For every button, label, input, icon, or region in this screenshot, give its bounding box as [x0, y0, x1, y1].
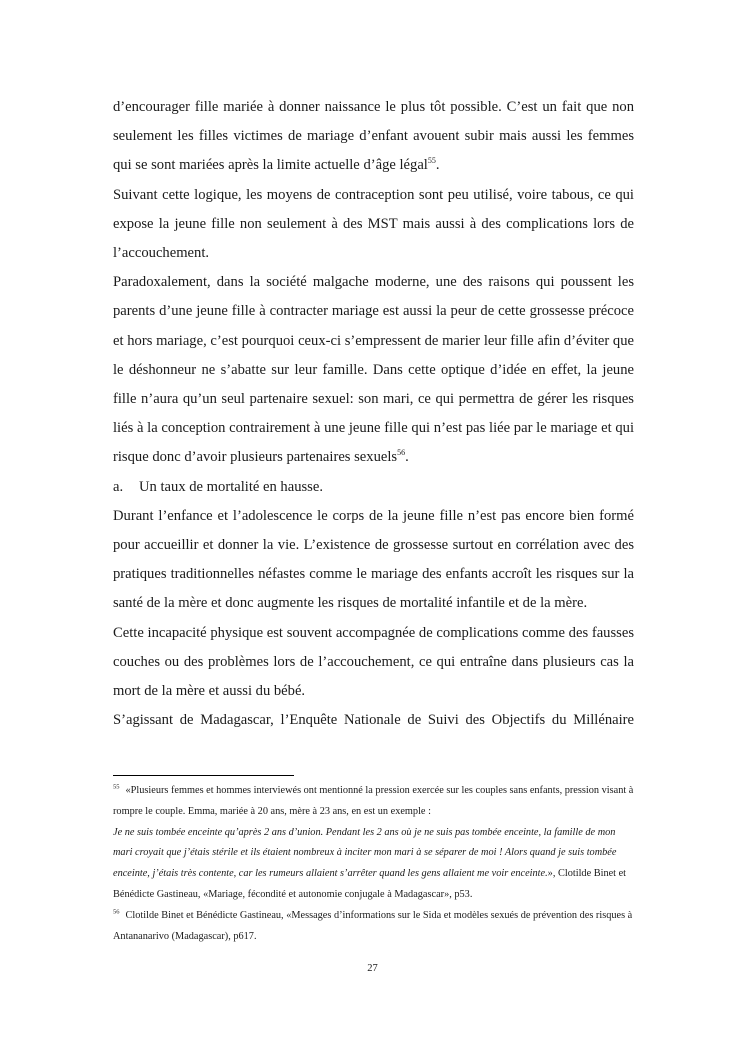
footnote-ref-56[interactable]: 56	[397, 448, 406, 458]
list-marker: a.	[113, 478, 124, 495]
body-text	[113, 93, 634, 735]
footnote-separator	[113, 775, 294, 776]
footnote-56: $^{56}$ Clotilde Binet et Bénédicte Gastineau, «Messages d’informations sur le Sida et modèles sexués de prévention des risques à Antananarivo (Madagascar), p617.	[113, 908, 633, 942]
footnote-ref-55[interactable]: 55	[427, 156, 436, 166]
paragraph-2: Suivant cette logique, les moyens de contraception sont peu utilisé, voire tabous, ce qui expose la jeune fille non seulement à des MST mais aussi à des complications lors de l’accouchement.	[113, 186, 634, 262]
paragraph-4: Durant l’enfance et l’adolescence le corps de la jeune fille n’est pas encore bien formé pour accueillir et donner la vie. L’existence de grossesse surtout en corrélation avec des pratiques traditionnelles néfastes comme le mariage des enfants accroît les risques sur la santé de la mère et donc augmente les risques de mortalité infantile et de la mère.	[113, 507, 634, 612]
footnote-number: 55	[113, 783, 120, 791]
footnote-number: 56	[113, 908, 120, 916]
footnotes	[113, 781, 634, 947]
list-item-a	[113, 473, 634, 502]
paragraph-3: Paradoxalement, dans la société malgache moderne, une des raisons qui poussent les parents d’une jeune fille à contracter mariage est aussi la peur de cette grossesse précoce et hors mariage, c’est pourquoi ceux-ci s’empressent de marier leur fille afin d’éviter que le déshonneur ne s’abatte sur leur famille. Dans cette optique d’idée en effet, la jeune fille n’aura qu’un seul partenaire sexuel: son mari, ce qui permettra de gérer les risques liés à la conception contrairement à une jeune fille qui n’est pas liée par le mariage et qui risque donc d’avoir plusieurs partenaires sexuels$^{56}$.	[113, 274, 634, 466]
paragraph-1: d’encourager fille mariée à donner naissance le plus tôt possible. C’est un fait que non seulement les filles victimes de mariage d’enfant avouent subir mais aussi les femmes qui se sont mariées après la limite actuelle d’âge légal$^{55}$.	[113, 99, 634, 174]
footnote-quote: Je ne suis tombée enceinte qu’après 2 ans d’union. Pendant les 2 ans où je ne suis pas tombée enceinte, la famille de mon mari croyait que j’étais stérile et ils étaient nombreux à inciter mon mari à se séparer de moi ! Alors quand je suis tombée enceinte, j’étais très contente, car les rumeurs allaient s’arrêter quand les gens allaient me voir enceinte.	[113, 826, 617, 880]
paragraph-6: S’agissant de Madagascar, l’Enquête Nationale de Suivi des Objectifs du Millénaire	[113, 712, 634, 729]
paragraph-5: Cette incapacité physique est souvent accompagnée de complications comme des fausses couches ou des problèmes lors de l’accouchement, ce qui entraîne dans plusieurs cas la mort de la mère et aussi du bébé.	[113, 624, 634, 700]
list-item-text: Un taux de mortalité en hausse.	[139, 478, 323, 495]
page-number: 27	[367, 963, 378, 974]
footnote-55: $^{55}$ «Plusieurs femmes et hommes interviewés ont mentionné la pression exercée sur les couples sans enfants, pression visant à rompre le couple. Emma, mariée à 20 ans, mère à 23 ans, en est un exemple : Je ne suis tombée enceinte qu’après 2 ans d’union. Pendant les 2 ans où je ne suis pas tombée enceinte, la famille de mon mari croyait que j’étais stérile et ils étaient nombreux à inciter mon mari à se séparer de moi ! Alors quand je suis tombée enceinte, j’étais très contente, car les rumeurs allaient s’arrêter quand les gens allaient me voir enceinte.», Clotilde Binet et Bénédicte Gastineau, «Mariage, fécondité et autonomie conjugale à Madagascar», p53.	[113, 783, 634, 900]
